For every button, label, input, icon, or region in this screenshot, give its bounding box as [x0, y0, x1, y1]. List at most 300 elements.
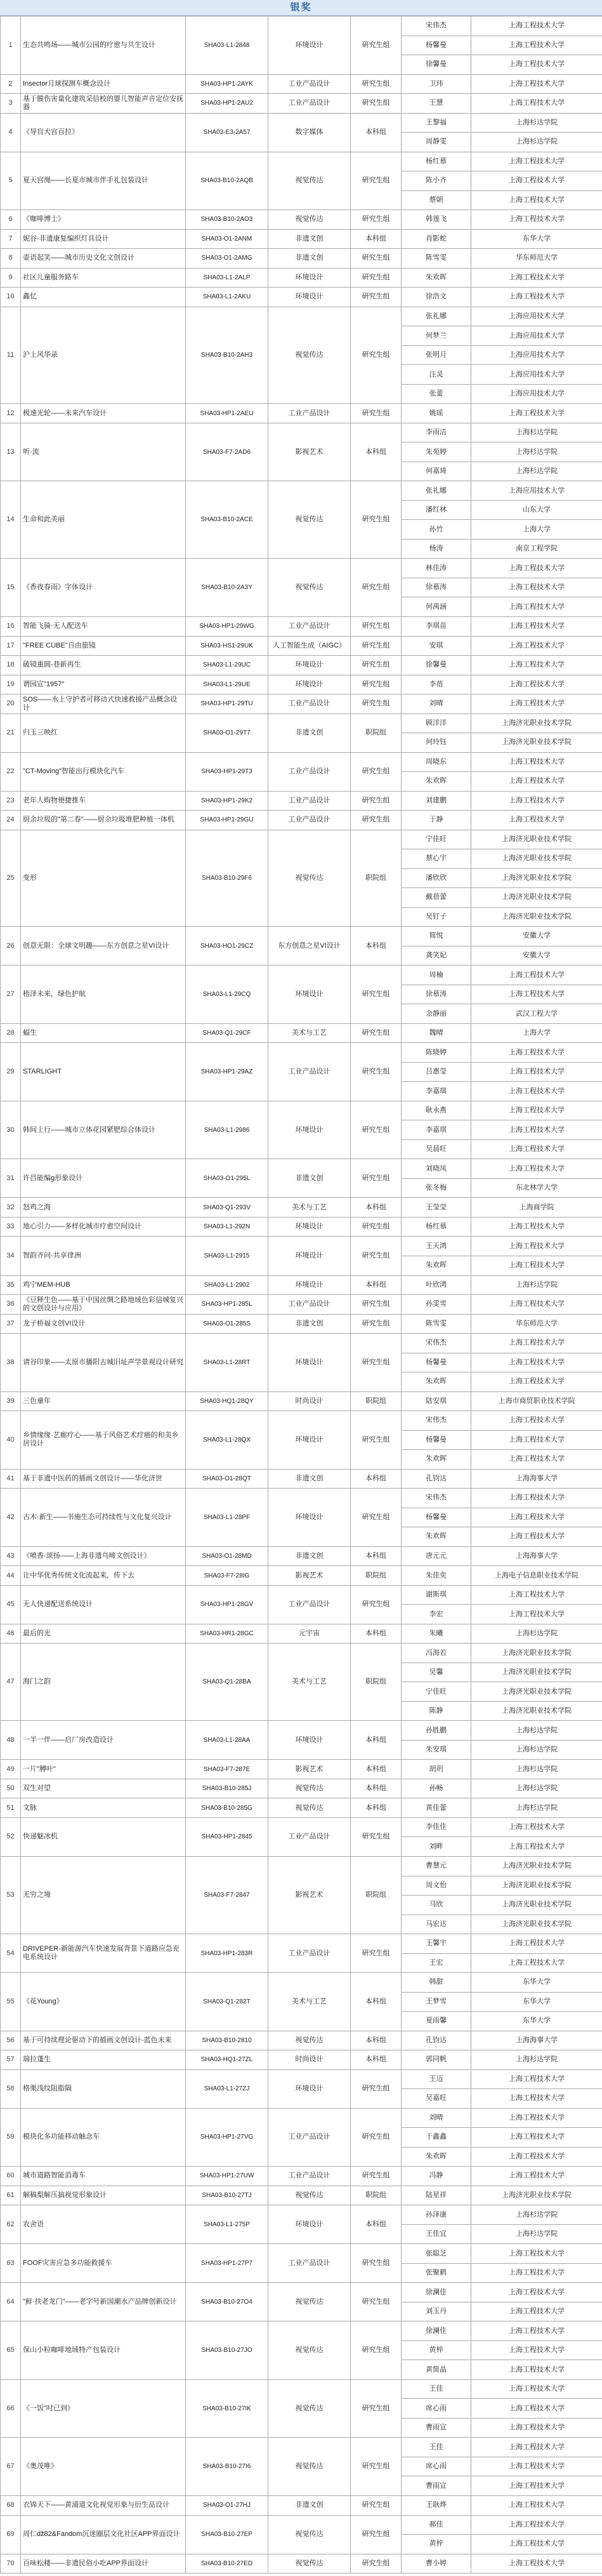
entry-number: 70 — [1, 2554, 21, 2573]
entry-category: 非遗文创 — [268, 1469, 351, 1489]
entry-code: SHA03-HP1-2AYK — [186, 74, 268, 94]
member-name: 林佳涛 — [402, 559, 471, 578]
entry-category: 视觉传达 — [268, 481, 351, 559]
member-school: 东华大学 — [471, 229, 602, 249]
member-name: 曹小婷 — [402, 2554, 471, 2573]
member-school: 上海济光职业技术学院 — [471, 830, 602, 849]
member-name: 王宏 — [402, 1953, 471, 1973]
member-name: 周文怡 — [402, 1876, 471, 1895]
entry-title: 模块化多功能移动触念车 — [21, 2108, 186, 2167]
member-school: 上海工程技术大学 — [471, 1256, 602, 1276]
member-name: 孔钧达 — [402, 1469, 471, 1489]
entry-category: 视觉传达 — [268, 210, 351, 230]
entry-title: Insector月球探测车概念设计 — [21, 74, 186, 94]
member-name: 吴嘉旺 — [402, 2089, 471, 2109]
entry-group: 研究生组 — [351, 2108, 402, 2167]
entry-group: 研究生组 — [351, 2496, 402, 2516]
entry-number: 22 — [1, 752, 21, 791]
member-school: 上海工程技术大学 — [471, 2535, 602, 2554]
table-row — [1, 1023, 602, 1043]
member-school: 上海济光职业技术学院 — [471, 733, 602, 753]
member-school: 上海工程技术大学 — [471, 1237, 602, 1256]
member-name: 杨红慕 — [402, 1217, 471, 1237]
entry-title: 快递魅冰机 — [21, 1817, 186, 1856]
table-row — [1, 1566, 602, 1586]
entry-title: 许昌能编g形象设计 — [21, 1159, 186, 1198]
entry-number: 34 — [1, 1237, 21, 1275]
entry-group: 研究生组 — [351, 2321, 402, 2380]
entry-number: 38 — [1, 1334, 21, 1392]
entry-number: 69 — [1, 2515, 21, 2554]
entry-number: 46 — [1, 1624, 21, 1643]
entry-category: 工业产品设计 — [268, 2244, 351, 2283]
member-school: 上海济光职业技术学院 — [471, 868, 602, 888]
table-row — [1, 1101, 602, 1120]
entry-number: 64 — [1, 2283, 21, 2321]
member-school: 上海济光职业技术学院 — [471, 714, 602, 733]
member-school: 上海工程技术大学 — [471, 675, 602, 694]
table-row — [1, 675, 602, 694]
table-row — [1, 423, 602, 442]
member-school: 上海济光职业技术学院 — [471, 2186, 602, 2205]
entry-group: 本科组 — [351, 927, 402, 966]
table-row — [1, 1643, 602, 1663]
entry-group: 研究生组 — [351, 404, 402, 423]
entry-code: SHA03-B10-2810 — [186, 2031, 268, 2050]
member-name: 唐元元 — [402, 1546, 471, 1566]
member-name: 朱欢晖 — [402, 1450, 471, 1470]
entry-code: SHA03-HP1-29GU — [186, 811, 268, 830]
member-name: 张蕾 — [402, 384, 471, 404]
member-name: 于鑫鑫 — [402, 2128, 471, 2148]
member-school: 上海工程技术大学 — [471, 74, 602, 94]
entry-category: 非遗文创 — [268, 229, 351, 249]
table-row — [1, 481, 602, 501]
member-name: 黄梓 — [402, 2535, 471, 2554]
member-name: 杨馨曼 — [402, 1430, 471, 1450]
entry-group: 研究生组 — [351, 616, 402, 636]
entry-code: SHA03-L1-2AKU — [186, 288, 268, 307]
entry-code: SHA03-F7-2AD6 — [186, 423, 268, 481]
entry-group: 研究生组 — [351, 2244, 402, 2283]
entry-title: "FREE CUBE"自由旅镜 — [21, 636, 186, 656]
member-school: 上海工程技术大学 — [471, 17, 602, 36]
member-school: 上海工程技术大学 — [471, 1062, 602, 1082]
table-row — [1, 1779, 602, 1798]
entry-number: 5 — [1, 152, 21, 210]
entry-title: 极速光轮——未来汽车设计 — [21, 404, 186, 423]
entry-group: 研究生组 — [351, 249, 402, 269]
entry-code: SHA03-L1-28PF — [186, 1489, 268, 1547]
entry-title: 厨余垃圾的"第二春"——厨余垃圾堆肥种植一体机 — [21, 811, 186, 830]
member-name: 孙胜鹏 — [402, 1721, 471, 1741]
entry-group: 研究生组 — [351, 1334, 402, 1392]
entry-category: 环境设计 — [268, 656, 351, 675]
member-name: 何梦兰 — [402, 326, 471, 346]
entry-category: 环境设计 — [268, 288, 351, 307]
member-name: 李蓓 — [402, 675, 471, 694]
member-name: 魏晴 — [402, 1023, 471, 1043]
entry-group: 研究生组 — [351, 1159, 402, 1198]
entry-group: 研究生组 — [351, 1411, 402, 1470]
entry-category: 工业产品设计 — [268, 752, 351, 791]
table-row — [1, 229, 602, 249]
entry-title: 《豆释生色——基于中国丝绸之路地域色彩信城复兴的文创设计与应用》 — [21, 1295, 186, 1315]
member-name: 肖影蛇 — [402, 229, 471, 249]
table-row — [1, 2244, 602, 2264]
table-row — [1, 210, 602, 230]
member-school: 上海应用技术大学 — [471, 365, 602, 385]
entry-number: 24 — [1, 811, 21, 830]
member-name: 朱欢晖 — [402, 1527, 471, 1547]
member-school: 上海工程技术大学 — [471, 2302, 602, 2321]
table-row — [1, 17, 602, 36]
entry-number: 6 — [1, 210, 21, 230]
entry-code: SHA03-B10-27ED — [186, 2554, 268, 2573]
entry-category: 美术与工艺 — [268, 1198, 351, 1218]
member-school: 上海工程技术大学 — [471, 966, 602, 985]
member-school: 上海工程技术大学 — [471, 1430, 602, 1450]
table-row — [1, 2321, 602, 2341]
member-name: 陈雪雯 — [402, 1314, 471, 1334]
entry-title: 智能飞骑·无人配送车 — [21, 616, 186, 636]
member-school: 上海工程技术大学 — [471, 1082, 602, 1101]
member-school: 上海工程技术大学 — [471, 1043, 602, 1063]
entry-group: 研究生组 — [351, 966, 402, 1024]
entry-group: 研究生组 — [351, 288, 402, 307]
member-name: 曹雨宣 — [402, 2418, 471, 2438]
member-school: 上海济光职业技术学院 — [471, 907, 602, 927]
entry-category: 视觉传达 — [268, 1798, 351, 1818]
entry-code: SHA03-Q1-28BA — [186, 1643, 268, 1721]
member-name: 谢斯琪 — [402, 1585, 471, 1605]
member-name: 李琪苗 — [402, 616, 471, 636]
table-row — [1, 2069, 602, 2089]
member-name: 潘红林 — [402, 500, 471, 520]
entry-number: 61 — [1, 2186, 21, 2205]
table-row — [1, 1546, 602, 1566]
entry-title: 《咖啡博士》 — [21, 210, 186, 230]
member-school: 上海工程技术大学 — [471, 636, 602, 656]
member-name: 黄简晶 — [402, 2360, 471, 2380]
member-name: 顾洋洋 — [402, 714, 471, 733]
entry-number: 57 — [1, 2050, 21, 2070]
entry-category: 工业产品设计 — [268, 94, 351, 114]
member-name: 孙竹 — [402, 520, 471, 540]
member-name: 汪灵 — [402, 365, 471, 385]
entry-code: SHA03-O1-2AMG — [186, 249, 268, 269]
member-school: 上海济光职业技术学院 — [471, 888, 602, 908]
entry-title: 梧泽未来，绿色护航 — [21, 966, 186, 1024]
entry-group: 本科组 — [351, 1275, 402, 1295]
entry-code: SHA03-HP1-2AEU — [186, 404, 268, 423]
entry-number: 17 — [1, 636, 21, 656]
member-school: 上海工程技术大学 — [471, 55, 602, 75]
entry-title: 归玉三映红 — [21, 714, 186, 752]
member-school: 上海工程技术大学 — [471, 559, 602, 578]
member-name: 安琪 — [402, 636, 471, 656]
entry-number: 37 — [1, 1314, 21, 1334]
member-name: 冯静 — [402, 2167, 471, 2186]
member-name: 刘玉丹 — [402, 2302, 471, 2321]
member-name: 宋伟杰 — [402, 1411, 471, 1431]
member-school: 上海杉达学院 — [471, 2224, 602, 2244]
member-name: 杨涛 — [402, 539, 471, 559]
table-row — [1, 404, 602, 423]
member-school: 上海工程技术大学 — [471, 1605, 602, 1624]
table-row — [1, 2031, 602, 2050]
table-row — [1, 559, 602, 578]
table-row — [1, 694, 602, 714]
entry-category: 环境设计 — [268, 675, 351, 694]
entry-title: 《奥茂唯》 — [21, 2438, 186, 2496]
entry-code: SHA03-HQ1-28QY — [186, 1391, 268, 1411]
member-name: 朱苑婷 — [402, 442, 471, 462]
member-school: 上海电子信息职业技术学院 — [471, 1566, 602, 1586]
member-name: 孔钧达 — [402, 2031, 471, 2050]
entry-category: 工业产品设计 — [268, 694, 351, 714]
entry-title: 智韵齐问·共享律洲 — [21, 1237, 186, 1275]
entry-number: 31 — [1, 1159, 21, 1198]
member-school: 上海商学院 — [471, 1198, 602, 1218]
entry-group: 研究生组 — [351, 2069, 402, 2108]
entry-title: 怒鸡之海 — [21, 1198, 186, 1218]
entry-code: SHA03-L1-29UE — [186, 675, 268, 694]
entry-title: 文脉 — [21, 1798, 186, 1818]
member-name: 朱佳奕 — [402, 1566, 471, 1586]
entry-title: "鲜·扶老龙门"——老字号新国潮水产品牌创新设计 — [21, 2283, 186, 2321]
member-name: 徐浩文 — [402, 288, 471, 307]
entry-code: SHA03-HS1-29UK — [186, 636, 268, 656]
entry-number: 50 — [1, 1779, 21, 1798]
member-school: 上海工程技术大学 — [471, 210, 602, 230]
entry-category: 环境设计 — [268, 1721, 351, 1760]
entry-group: 本科组 — [351, 1469, 402, 1489]
member-school: 上海工程技术大学 — [471, 1139, 602, 1159]
member-name: 朱欢晖 — [402, 1256, 471, 1276]
member-school: 武汉工程大学 — [471, 1004, 602, 1024]
entry-category: 影视艺术 — [268, 1760, 351, 1779]
member-name: 胡玥 — [402, 1760, 471, 1779]
entry-title: 生命和此美丽 — [21, 481, 186, 559]
member-name: 马宏达 — [402, 1915, 471, 1934]
member-name: 王佳 — [402, 2438, 471, 2457]
entry-number: 11 — [1, 307, 21, 404]
entry-category: 视觉传达 — [268, 1779, 351, 1798]
entry-code: SHA03-B10-285J — [186, 1779, 268, 1798]
entry-group: 本科组 — [351, 1779, 402, 1798]
member-name: 吴晨旺 — [402, 1139, 471, 1159]
member-school: 上海工程技术大学 — [471, 268, 602, 288]
entry-title: 创意无限：全球文明趣——东方创意之星VI设计 — [21, 927, 186, 966]
entry-group: 研究生组 — [351, 268, 402, 288]
table-row — [1, 1721, 602, 1741]
member-name: 李佳佳 — [402, 1817, 471, 1837]
entry-number: 20 — [1, 694, 21, 714]
member-name: 潘欣欣 — [402, 868, 471, 888]
entry-number: 67 — [1, 2438, 21, 2496]
member-name: 王慧 — [402, 94, 471, 114]
entry-number: 68 — [1, 2496, 21, 2516]
entry-code: SHA03-L1-28RT — [186, 1334, 268, 1392]
entry-category: 影视艺术 — [268, 1856, 351, 1934]
member-school: 上海工程技术大学 — [471, 288, 602, 307]
member-name: 徐慕涛 — [402, 985, 471, 1004]
entry-category: 环境设计 — [268, 1411, 351, 1470]
table-row — [1, 1295, 602, 1315]
member-school: 上海工程技术大学 — [471, 616, 602, 636]
entry-code: SHA03-L1-2848 — [186, 17, 268, 75]
entry-category: 视觉传达 — [268, 152, 351, 210]
entry-number: 14 — [1, 481, 21, 559]
entry-group: 研究生组 — [351, 2515, 402, 2554]
member-school: 上海工程技术大学 — [471, 2069, 602, 2089]
member-name: 蔡心宇 — [402, 849, 471, 869]
table-row — [1, 927, 602, 946]
entry-category: 工业产品设计 — [268, 1295, 351, 1315]
entry-category: 环境设计 — [268, 1101, 351, 1159]
entry-group: 研究生组 — [351, 94, 402, 114]
member-name: 黄佳蕾 — [402, 1798, 471, 1818]
member-name: 席心雨 — [402, 2399, 471, 2419]
member-school: 上海市商贸职业技术学院 — [471, 1391, 602, 1411]
member-school: 安徽大学 — [471, 946, 602, 966]
entry-code: SHA03-F7-28IG — [186, 1566, 268, 1586]
member-school: 上海济光职业技术学院 — [471, 1915, 602, 1934]
entry-category: 美术与工艺 — [268, 1973, 351, 2031]
member-school: 上海工程技术大学 — [471, 1585, 602, 1605]
member-name: 徐澜佳 — [402, 2283, 471, 2302]
entry-title: 韩间上行——城市立体花园紧肥综合体设计 — [21, 1101, 186, 1159]
entry-category: 工业产品设计 — [268, 2167, 351, 2186]
entry-code: SHA03-L1-275P — [186, 2205, 268, 2244]
entry-category: 人工智能生成（AIGC） — [268, 636, 351, 656]
entry-group: 研究生组 — [351, 1934, 402, 1973]
member-name: 张聪芝 — [402, 2244, 471, 2264]
entry-number: 25 — [1, 830, 21, 927]
entry-number: 60 — [1, 2167, 21, 2186]
entry-number: 52 — [1, 1817, 21, 1856]
entry-group: 研究生组 — [351, 1217, 402, 1237]
member-school: 上海工程技术大学 — [471, 1372, 602, 1392]
entry-code: SHA03-HP1-29TU — [186, 694, 268, 714]
entry-category: 非遗文创 — [268, 714, 351, 752]
member-school: 上海工程技术大学 — [471, 2089, 602, 2109]
entry-group: 研究生组 — [351, 1043, 402, 1101]
member-name: 吴馨 — [402, 1663, 471, 1682]
entry-title: "CT-Moving"智能出行模块化汽车 — [21, 752, 186, 791]
entry-title: 变形 — [21, 830, 186, 927]
entry-number: 9 — [1, 268, 21, 288]
member-name: 何禹涵 — [402, 597, 471, 617]
member-school: 上海工程技术大学 — [471, 94, 602, 114]
member-school: 上海应用技术大学 — [471, 481, 602, 501]
table-row — [1, 2438, 602, 2457]
member-name: 王迈 — [402, 2069, 471, 2089]
member-name: 朱欢晖 — [402, 772, 471, 792]
entry-title: 沪上风华录 — [21, 307, 186, 404]
entry-title: 蝠生 — [21, 1023, 186, 1043]
table-row — [1, 2050, 602, 2070]
table-row — [1, 2496, 602, 2516]
entry-number: 62 — [1, 2205, 21, 2244]
member-school: 安徽大学 — [471, 927, 602, 946]
member-school: 上海工程技术大学 — [471, 2283, 602, 2302]
member-school: 上海工程技术大学 — [471, 2399, 602, 2419]
entry-number: 33 — [1, 1217, 21, 1237]
entry-code: SHA03-HP1-2AU2 — [186, 94, 268, 114]
member-school: 上海大学 — [471, 520, 602, 540]
member-school: 上海济光职业技术学院 — [471, 1876, 602, 1895]
entry-code: SHA03-HP1-29AZ — [186, 1043, 268, 1101]
entry-code: SHA03-B10-27TJ — [186, 2186, 268, 2205]
member-name: 张明月 — [402, 345, 471, 365]
entry-category: 数字媒体 — [268, 113, 351, 152]
member-name: 王佳 — [402, 2379, 471, 2399]
entry-category: 环境设计 — [268, 2069, 351, 2108]
entry-group: 研究生组 — [351, 752, 402, 791]
table-row — [1, 616, 602, 636]
member-name: 吴钉子 — [402, 907, 471, 927]
table-row — [1, 1817, 602, 1837]
entry-code: SHA03-E3-2A57 — [186, 113, 268, 152]
member-name: 余静丽 — [402, 1004, 471, 1024]
entry-group: 职院组 — [351, 2186, 402, 2205]
entry-title: 百味松楼——非遗民俗小吃APP界面设计 — [21, 2554, 186, 2573]
member-name: 李嘉琪 — [402, 1082, 471, 1101]
entry-title: 《香夜春雨》字体设计 — [21, 559, 186, 617]
entry-number: 19 — [1, 675, 21, 694]
entry-title: 请谷印象——太原市播阳古城旧址声学景观设计研究 — [21, 1334, 186, 1392]
entry-group: 研究生组 — [351, 1237, 402, 1275]
member-school: 华东师范大学 — [471, 249, 602, 269]
entry-title: 壶语起笑——城市历史文化文创设计 — [21, 249, 186, 269]
member-school: 上海应用技术大学 — [471, 384, 602, 404]
member-school: 上海工程技术大学 — [471, 1953, 602, 1973]
entry-code: SHA03-O1-295L — [186, 1159, 268, 1198]
entry-category: 工业产品设计 — [268, 1043, 351, 1101]
member-school: 上海工程技术大学 — [471, 752, 602, 772]
entry-group: 职院组 — [351, 1566, 402, 1586]
member-name: 朱曦 — [402, 1624, 471, 1643]
member-name: 张冬梅 — [402, 1178, 471, 1198]
entry-title: 古木·新生——书施生态可持续性与文化复兴设计 — [21, 1489, 186, 1547]
entry-title: 鸡宁MEM-HUB — [21, 1275, 186, 1295]
member-school: 上海工程技术大学 — [471, 171, 602, 191]
member-school: 上海工程技术大学 — [471, 2360, 602, 2380]
table-row — [1, 1275, 602, 1295]
member-name: 简悦 — [402, 927, 471, 946]
entry-code: SHA03-HP1-27UW — [186, 2167, 268, 2186]
entry-number: 59 — [1, 2108, 21, 2167]
member-school: 上海济光职业技术学院 — [471, 849, 602, 869]
entry-category: 工业产品设计 — [268, 1934, 351, 1973]
entry-number: 12 — [1, 404, 21, 423]
member-name: 宋伟杰 — [402, 1334, 471, 1353]
member-name: 吕惠莹 — [402, 1062, 471, 1082]
table-row — [1, 2108, 602, 2128]
member-name: 李宏 — [402, 1605, 471, 1624]
member-name: 龚笑妃 — [402, 946, 471, 966]
member-name: 夏雨馨 — [402, 2012, 471, 2031]
entry-group: 研究生组 — [351, 307, 402, 404]
entry-category: 视觉传达 — [268, 2321, 351, 2380]
member-school: 上海工程技术大学 — [471, 2476, 602, 2496]
entry-title: 农舍语 — [21, 2205, 186, 2244]
member-school: 上海工程技术大学 — [471, 985, 602, 1004]
member-school: 上海工程技术大学 — [471, 772, 602, 792]
entry-group: 研究生组 — [351, 1023, 402, 1043]
